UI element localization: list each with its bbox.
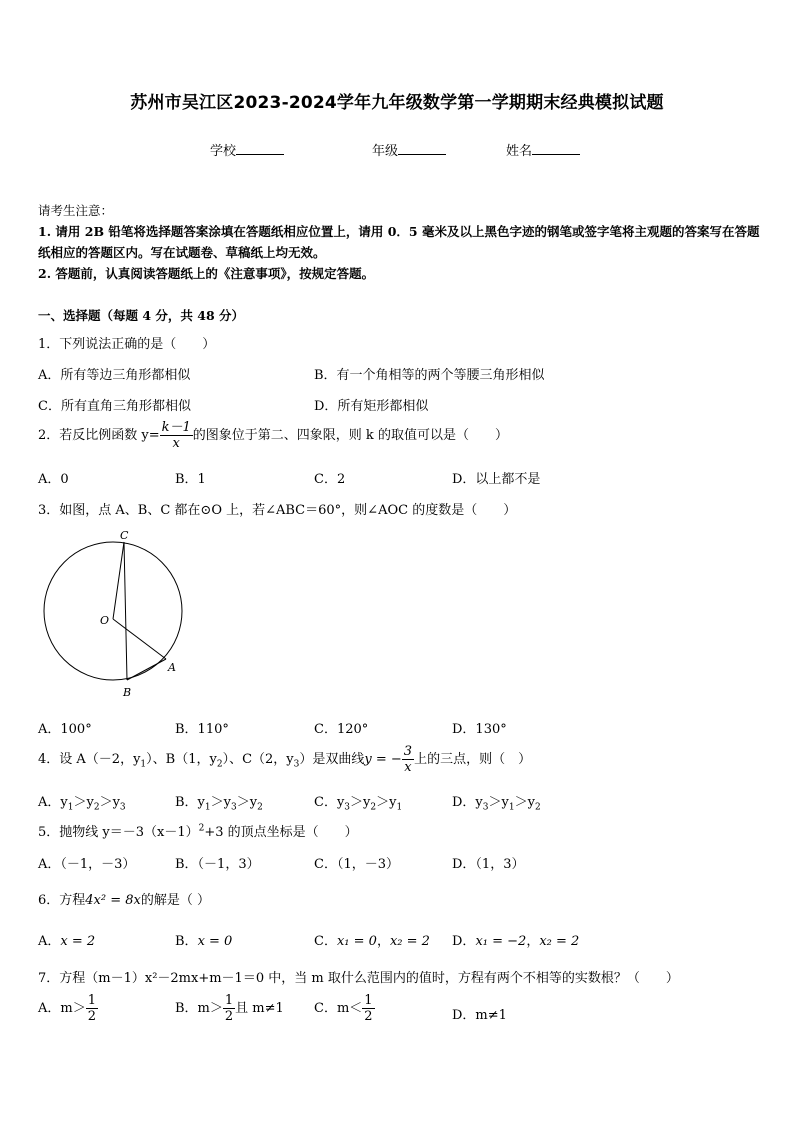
question-6-option-a: A．x = 2 bbox=[38, 934, 96, 949]
question-1-option-a: A．所有等边三角形都相似 bbox=[38, 368, 191, 383]
question-4-stem: 4．设 A（－2，$y_1$）、B（1，$y_2$）、C（2，$y_3$）是双曲线y = − $\frac{3}{x}$ 上的三点，则（ ） bbox=[38, 744, 532, 775]
question-7-option-a: A．m＞ $\frac{1}{2}$ bbox=[38, 993, 96, 1024]
circle-o bbox=[44, 542, 182, 680]
question-3-option-b: B．110° bbox=[175, 722, 229, 737]
question-3-option-d: D．130° bbox=[452, 722, 507, 737]
question-7-option-b: B．m＞ $\frac{1}{2}$ 且 m≠1 bbox=[175, 993, 284, 1024]
question-6-option-b: B．x = 0 bbox=[175, 934, 233, 949]
question-6-option-d: D．x₁ = −2，x₂ = 2 bbox=[452, 934, 580, 949]
segment-ba bbox=[127, 659, 166, 680]
equation-6: 4x² = 8x bbox=[85, 893, 141, 908]
question-4-option-d: D．$y_3>y_1>y_2$ bbox=[452, 795, 541, 813]
question-3-option-c: C．120° bbox=[314, 722, 369, 737]
question-5-option-a: A．（－1，－3） bbox=[38, 857, 136, 872]
question-1-option-b: B．有一个角相等的两个等腰三角形相似 bbox=[314, 368, 545, 383]
question-4-option-c: C．$y_3>y_2>y_1$ bbox=[314, 795, 403, 813]
grade-blank bbox=[398, 142, 446, 155]
circle-figure bbox=[38, 528, 188, 703]
section-heading: 一、选择题（每题 4 分，共 48 分） bbox=[38, 308, 245, 323]
fraction-3-over-x: $\frac{3}{x}$ bbox=[403, 744, 413, 775]
page-title: 苏州市吴江区2023-2024学年九年级数学第一学期期末经典模拟试题 bbox=[130, 93, 664, 113]
name-label: 姓名 bbox=[506, 144, 533, 159]
question-2-option-b: B．1 bbox=[175, 472, 206, 487]
label-b: B bbox=[123, 686, 132, 699]
question-1-option-d: D．所有矩形都相似 bbox=[314, 399, 429, 414]
segment-cb bbox=[124, 542, 127, 680]
fraction-k-minus-1-over-x: $\frac{k-1}{x}$ bbox=[161, 420, 191, 451]
question-5-stem: 5．抛物线 $y=-3(x-1)^2+3$ 的顶点坐标是（ ） bbox=[38, 823, 358, 840]
question-2-option-c: C．2 bbox=[314, 472, 346, 487]
question-2-suffix: 的图象位于第二、四象限，则 k 的取值可以是（ ） bbox=[192, 428, 508, 443]
name-field bbox=[506, 140, 580, 159]
question-3-option-a: A．100° bbox=[38, 722, 92, 737]
question-5-option-d: D．（1，3） bbox=[452, 857, 525, 872]
question-1-option-c: C．所有直角三角形都相似 bbox=[38, 399, 191, 414]
question-7-option-d: D．m≠1 bbox=[452, 1008, 507, 1023]
question-2-prefix: 2．若反比例函数 y= bbox=[38, 428, 160, 443]
question-7-stem: 7．方程（m－1）x²－2mx+m－1＝0 中，当 m 取什么范围内的值时，方程有两个不相等的实数根？（ ） bbox=[38, 971, 679, 986]
question-5-option-c: C．（1，－3） bbox=[314, 857, 399, 872]
question-2-option-a: A．0 bbox=[38, 472, 69, 487]
name-blank bbox=[532, 142, 580, 155]
school-blank bbox=[236, 142, 284, 155]
question-6-option-c: C．x₁ = 0，x₂ = 2 bbox=[314, 934, 430, 949]
question-1-stem: 1．下列说法正确的是（ ） bbox=[38, 337, 216, 352]
question-4-option-b: B．$y_1>y_3>y_2$ bbox=[175, 795, 263, 813]
question-6-stem: 6．方程4x² = 8x的解是（ ） bbox=[38, 893, 210, 908]
grade-field bbox=[372, 140, 446, 159]
segment-oa bbox=[113, 619, 166, 659]
notes-header: 请考生注意： bbox=[38, 203, 114, 218]
note-2: 2. 答题前，认真阅读答题纸上的《注意事项》，按规定答题。 bbox=[38, 266, 375, 281]
label-a: A bbox=[168, 661, 176, 674]
question-7-option-c: C．m＜ $\frac{1}{2}$ bbox=[314, 993, 373, 1024]
question-2-stem bbox=[38, 420, 508, 451]
label-c: C bbox=[120, 529, 129, 542]
school-label: 学校 bbox=[210, 144, 237, 159]
question-4-option-a: A．$y_1>y_2>y_3$ bbox=[38, 795, 126, 813]
question-3-stem: 3．如图，点 A、B、C 都在⊙O 上，若∠ABC＝60°，则∠AOC 的度数是（ ） bbox=[38, 503, 517, 518]
hyperbola-lhs: y = − bbox=[364, 752, 402, 767]
school-field bbox=[210, 140, 284, 159]
question-5-option-b: B．（－1，3） bbox=[175, 857, 260, 872]
grade-label: 年级 bbox=[372, 144, 399, 159]
question-2-option-d: D．以上都不是 bbox=[452, 472, 541, 487]
segment-co bbox=[113, 542, 124, 619]
label-o: O bbox=[100, 614, 110, 627]
note-1: 1. 请用 2B 铅笔将选择题答案涂填在答题纸相应位置上，请用 0．5 毫米及以上黑色字迹的钢笔或签字笔将主观题的答案写在答题纸相应的答题区内。写在试题卷、草稿纸上均无效。 bbox=[38, 224, 760, 260]
